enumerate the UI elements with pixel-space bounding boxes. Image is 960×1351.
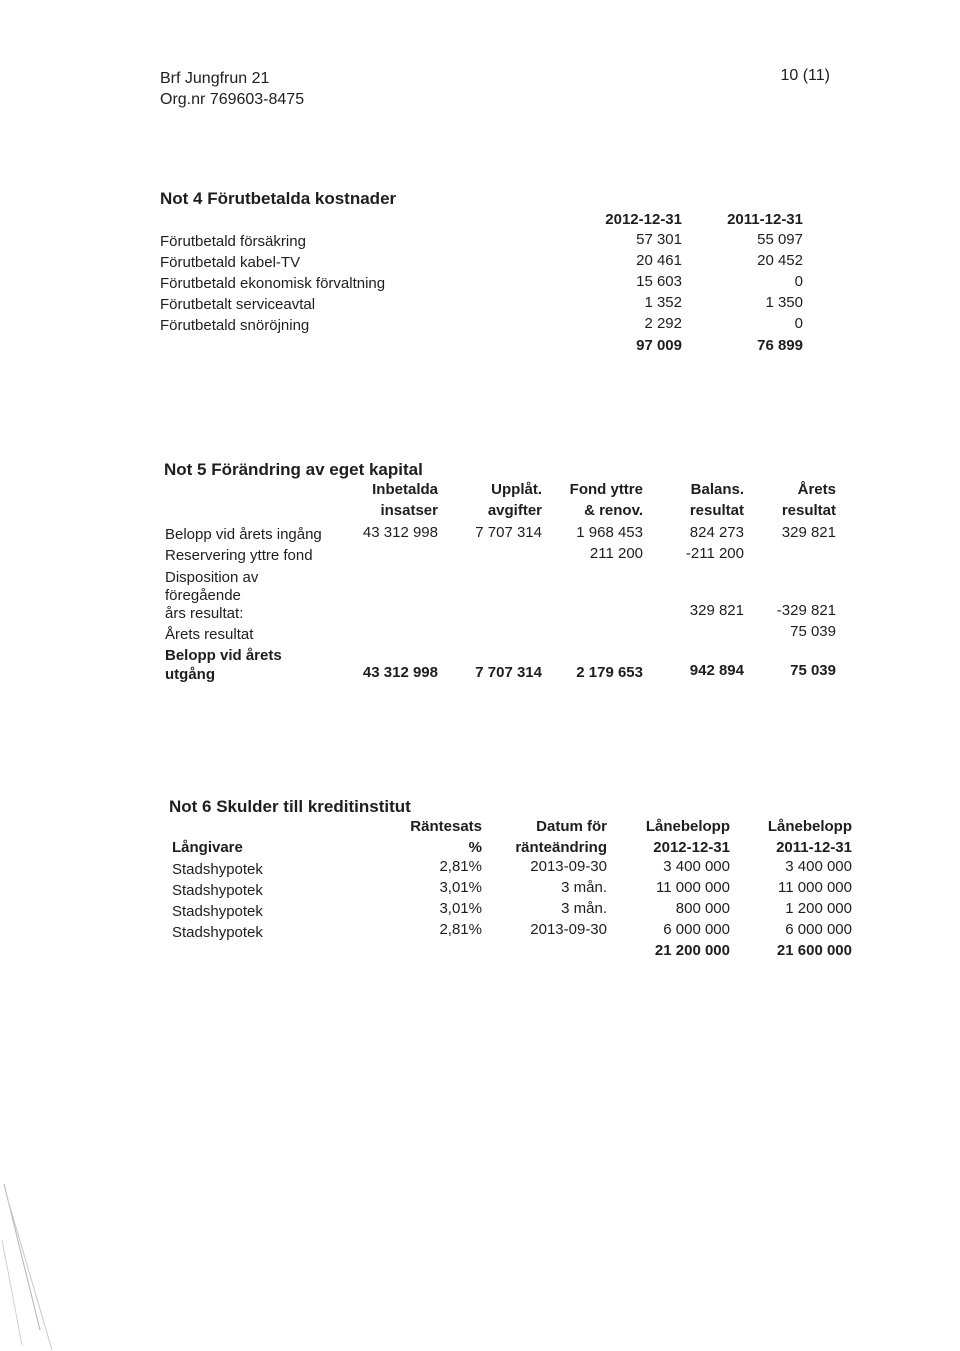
- lender-cell: Stadshypotek: [172, 924, 263, 941]
- value-cell: 7 707 314: [475, 524, 542, 541]
- total-cell: 76 899: [757, 337, 803, 354]
- value-cell: -211 200: [685, 545, 744, 562]
- total-cell: 7 707 314: [475, 664, 542, 681]
- row-label: Förutbetald kabel-TV: [160, 254, 301, 271]
- value-cell: 6 000 000: [785, 921, 852, 938]
- value-cell: 11 000 000: [778, 879, 852, 896]
- value-cell: 55 097: [757, 231, 803, 248]
- note-4-column-header: 2012-12-31: [605, 211, 682, 228]
- column-header: 2011-12-31: [776, 839, 852, 856]
- value-cell: 800 000: [675, 900, 730, 917]
- value-cell: 824 273: [689, 524, 744, 541]
- value-cell: 329 821: [781, 524, 836, 541]
- value-cell: -329 821: [776, 602, 836, 619]
- column-header: Balans.: [690, 481, 744, 498]
- value-cell: 1 350: [765, 294, 803, 311]
- row-label: Förutbetald snöröjning: [160, 317, 310, 334]
- row-label: Belopp vid årets ingång: [165, 526, 322, 543]
- lender-cell: Stadshypotek: [172, 861, 263, 878]
- date-cell: 3 mån.: [561, 900, 607, 917]
- value-cell: 1 200 000: [785, 900, 852, 917]
- column-header: insatser: [380, 502, 438, 519]
- column-header: Datum för: [536, 818, 607, 835]
- value-cell: 1 968 453: [576, 524, 643, 541]
- column-header: & renov.: [584, 502, 643, 519]
- value-cell: 0: [794, 273, 803, 290]
- rate-cell: 2,81%: [439, 921, 482, 938]
- total-cell: 2 179 653: [576, 664, 643, 681]
- total-cell: 75 039: [790, 662, 836, 679]
- date-cell: 2013-09-30: [530, 921, 607, 938]
- organization-number: Org.nr 769603-8475: [160, 91, 305, 108]
- date-cell: 3 mån.: [561, 879, 607, 896]
- row-label: Årets resultat: [165, 626, 254, 643]
- column-header: %: [468, 839, 482, 856]
- lender-cell: Stadshypotek: [172, 882, 263, 899]
- lender-cell: Stadshypotek: [172, 903, 263, 920]
- value-cell: 1 352: [644, 294, 682, 311]
- rate-cell: 2,81%: [439, 858, 482, 875]
- row-label: Förutbetald försäkring: [160, 233, 306, 250]
- column-header: resultat: [781, 502, 836, 519]
- rate-cell: 3,01%: [439, 879, 482, 896]
- column-header: Inbetalda: [372, 481, 438, 498]
- value-cell: 6 000 000: [663, 921, 730, 938]
- value-cell: 75 039: [790, 623, 836, 640]
- column-header: Långivare: [172, 839, 243, 856]
- column-header: Årets: [797, 481, 836, 498]
- column-header: Lånebelopp: [645, 818, 730, 835]
- column-header: Upplåt.: [491, 481, 542, 498]
- note-5-title: Not 5 Förändring av eget kapital: [164, 460, 423, 479]
- page-number: 10 (11): [780, 67, 830, 84]
- column-header: ränteändring: [515, 839, 607, 856]
- value-cell: 211 200: [589, 545, 643, 562]
- value-cell: 15 603: [636, 273, 682, 290]
- value-cell: 20 452: [757, 252, 803, 269]
- column-header: avgifter: [487, 502, 542, 519]
- column-header: Lånebelopp: [767, 818, 852, 835]
- value-cell: 43 312 998: [362, 524, 438, 541]
- value-cell: 11 000 000: [656, 879, 730, 896]
- total-cell: 942 894: [689, 662, 744, 679]
- row-label: Förutbetald ekonomisk förvaltning: [160, 275, 386, 292]
- row-label: Belopp vid årets: [165, 647, 282, 664]
- column-header: Fond yttre: [569, 481, 643, 498]
- value-cell: 3 400 000: [663, 858, 730, 875]
- note-6-title: Not 6 Skulder till kreditinstitut: [169, 797, 411, 816]
- value-cell: 0: [794, 315, 803, 332]
- rate-cell: 3,01%: [439, 900, 482, 917]
- value-cell: 20 461: [636, 252, 682, 269]
- column-header: Räntesats: [410, 818, 482, 835]
- row-label: utgång: [165, 666, 215, 683]
- total-cell: 21 600 000: [776, 942, 852, 959]
- row-label: Förutbetalt serviceavtal: [160, 296, 316, 313]
- value-cell: 329 821: [689, 602, 744, 619]
- column-header: 2012-12-31: [653, 839, 730, 856]
- value-cell: 57 301: [636, 231, 682, 248]
- date-cell: 2013-09-30: [530, 858, 607, 875]
- organization-name: Brf Jungfrun 21: [160, 70, 270, 87]
- column-header: resultat: [689, 502, 744, 519]
- row-label: föregående: [165, 587, 241, 604]
- value-cell: 3 400 000: [785, 858, 852, 875]
- total-cell: 43 312 998: [362, 664, 438, 681]
- note-4-title: Not 4 Förutbetalda kostnader: [160, 189, 397, 208]
- total-cell: 97 009: [636, 337, 682, 354]
- scan-artifact-lines: [0, 1180, 80, 1351]
- row-label: Reservering yttre fond: [165, 547, 313, 564]
- note-4-column-header: 2011-12-31: [727, 211, 803, 228]
- value-cell: 2 292: [644, 315, 682, 332]
- total-cell: 21 200 000: [654, 942, 730, 959]
- row-label: Disposition av: [165, 569, 259, 586]
- row-label: års resultat:: [165, 605, 244, 622]
